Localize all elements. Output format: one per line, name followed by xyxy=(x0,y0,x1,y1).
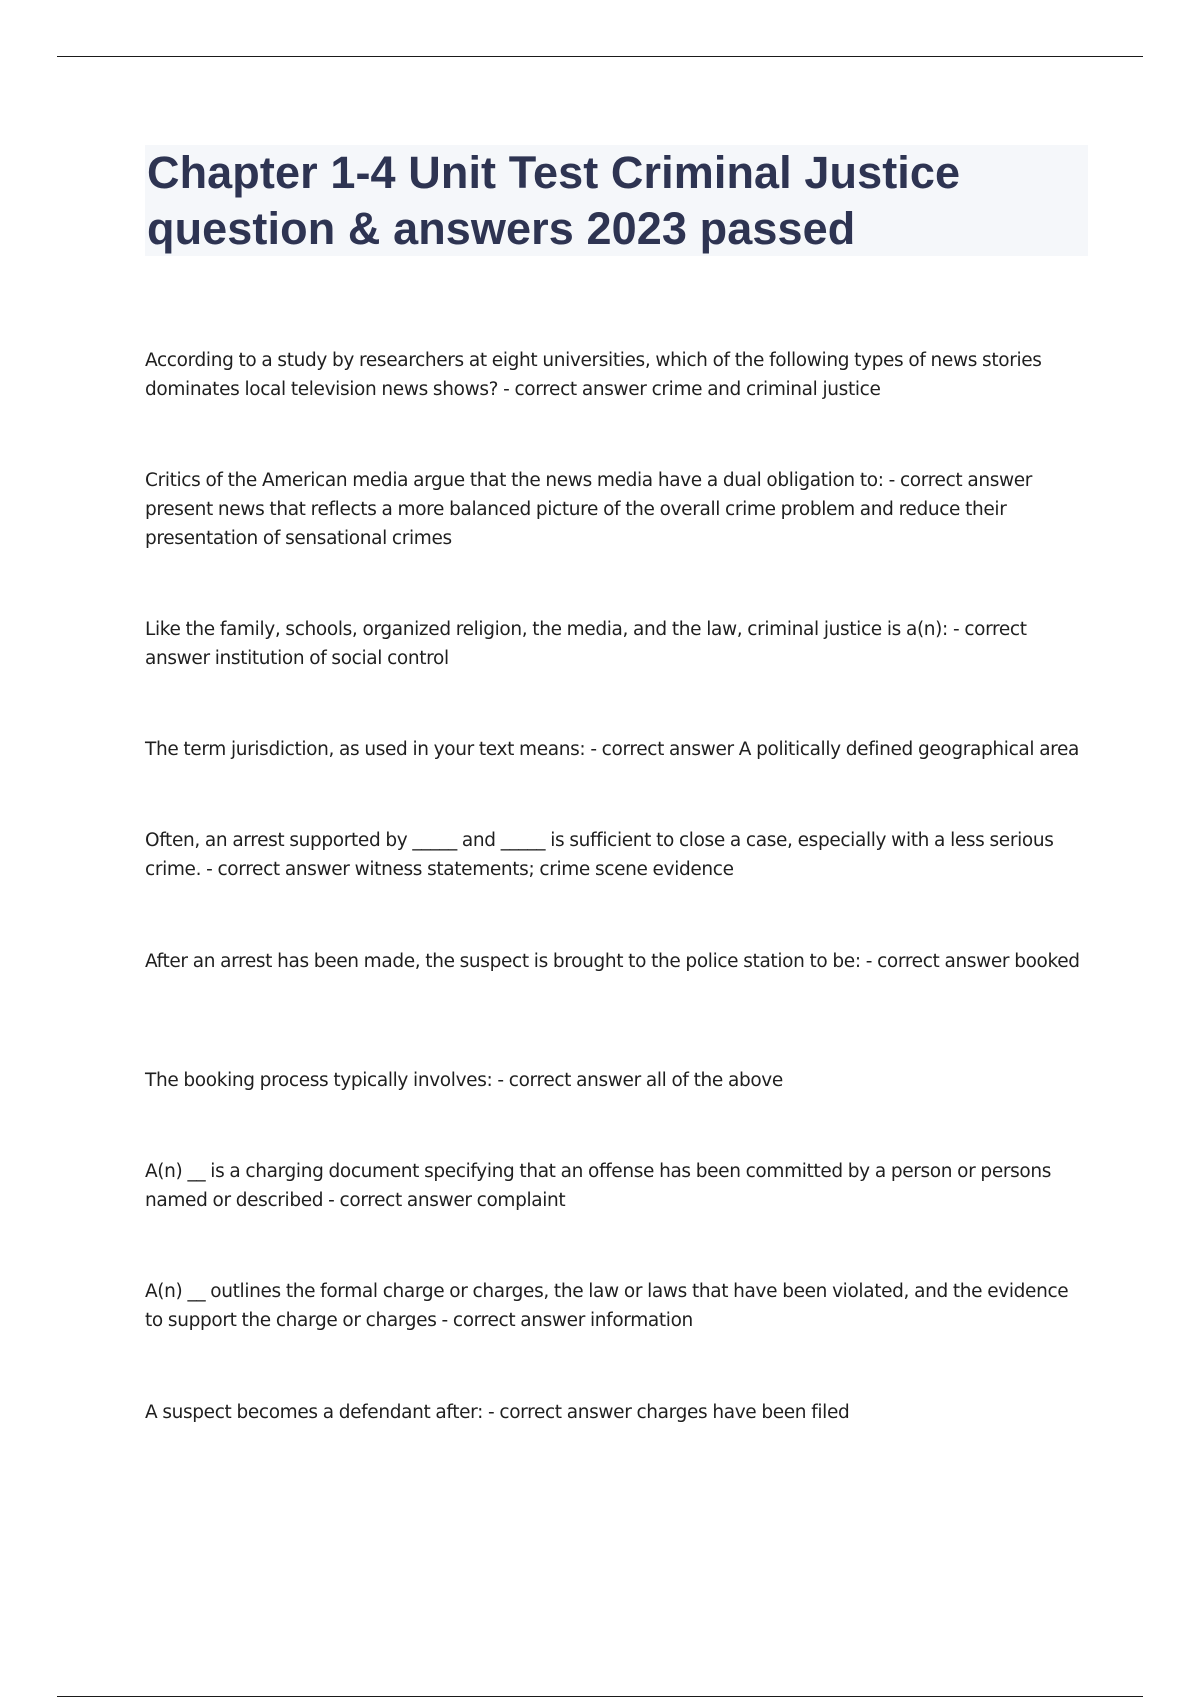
qa-item: Like the family, schools, organized religion, the media, and the law, criminal justice is a(n): - correct answer institution of social control xyxy=(145,619,1027,669)
qa-item: A(n) __ is a charging document specifying that an offense has been committed by a person or persons named or described - correct answer complaint xyxy=(145,1161,1052,1211)
qa-item: A suspect becomes a defendant after: - correct answer charges have been filed xyxy=(145,1402,850,1423)
qa-item: Often, an arrest supported by _____ and _____ is sufficient to close a case, especially with a less serious crime. - correct answer witness statements; crime scene evidence xyxy=(145,830,1054,880)
top-page-rule xyxy=(57,56,1143,57)
title-block xyxy=(145,145,1088,256)
qa-item: According to a study by researchers at eight universities, which of the following types of news stories dominates local television news shows? - correct answer crime and criminal justice xyxy=(145,350,1042,400)
qa-item: A(n) __ outlines the formal charge or charges, the law or laws that have been violated, and the evidence to support the charge or charges - correct answer information xyxy=(145,1281,1069,1331)
bottom-page-rule xyxy=(57,1696,1143,1697)
qa-item: After an arrest has been made, the suspect is brought to the police station to be: - correct answer booked xyxy=(145,951,1080,972)
qa-item: The term jurisdiction, as used in your text means: - correct answer A politically defined geographical area xyxy=(145,739,1080,760)
qa-item: The booking process typically involves: - correct answer all of the above xyxy=(145,1070,783,1091)
qa-item: Critics of the American media argue that the news media have a dual obligation to: - correct answer present news that reflects a more balanced picture of the overall crime problem and reduce their presentation of sensational crimes xyxy=(145,470,1033,549)
document-title: Chapter 1-4 Unit Test Criminal Justice question & answers 2023 passed xyxy=(147,147,961,254)
